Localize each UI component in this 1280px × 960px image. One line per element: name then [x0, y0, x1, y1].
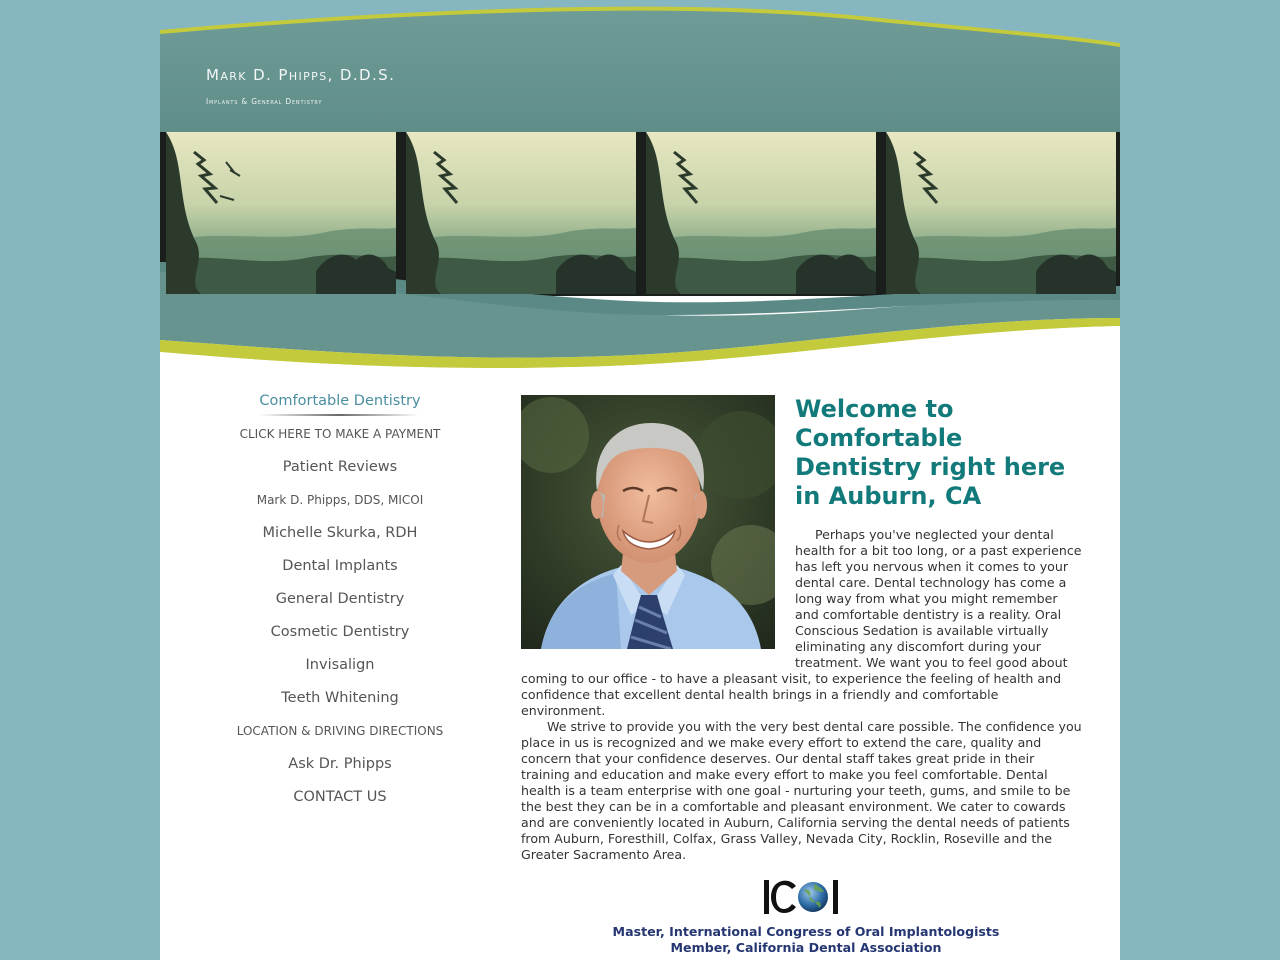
portrait-wrap-space: [521, 527, 795, 663]
credential-line: Master, International Congress of Oral Implantologists: [612, 924, 1000, 939]
welcome-heading: Welcome to Comfortable Dentistry right here in Auburn, CA: [795, 395, 1066, 510]
credential-line: Member, California Dental Association: [670, 940, 942, 955]
intro-paragraph: We strive to provide you with the very best dental care possible. The confidence you place in us is recognized and we make every effort to extend the care, quality and concern that your confidence deserves. Our dental staff takes great pride in their training and education and make every effort to make you feel comfortable. Dental health is a team enterprise with one goal - nurturing your teeth, gums, and smile to be the best they can be in a comfortable and pleasant environment. We cater to cowards and are conveniently located in Auburn, California serving the dental needs of patients from Auburn, Foresthill, Colfax, Grass Valley, Nevada City, Rocklin, Roseville and the Greater Sacramento Area.: [521, 719, 1082, 862]
banner-photo: [406, 132, 636, 294]
nav-link-comfortable-dentistry[interactable]: Comfortable Dentistry: [259, 393, 421, 409]
nav-link-teeth-whitening[interactable]: Teeth Whitening: [281, 690, 399, 706]
sidebar-nav: [200, 388, 480, 817]
intro-text: [521, 527, 1083, 863]
nav-link-dental-implants[interactable]: Dental Implants: [282, 558, 398, 574]
nav-divider: [259, 414, 419, 416]
nav-link-patient-reviews[interactable]: Patient Reviews: [282, 459, 398, 475]
nav-link-mark-phipps[interactable]: Mark D. Phipps, DDS, MICOI: [256, 493, 424, 507]
intro-paragraph: Perhaps you've neglected your dental health for a bit too long, or a past experience has left you nervous when it comes to your dental care. Dental technology has come a long way from what you might remember and comfortable dentistry is a reality. Oral Conscious Sedation is available virtually eliminating any discomfort during your treatment. We want you to feel good about coming to our office - to have a pleasant visit, to experience the feeling of health and confidence that excellent dental health brings in a friendly and comfortable environment.: [521, 527, 1082, 718]
nav-link-location-directions[interactable]: LOCATION & DRIVING DIRECTIONS: [236, 724, 444, 738]
site-title: Mark D. Phipps, D.D.S.: [206, 66, 396, 84]
page: [160, 0, 1120, 960]
site-tagline: Implants & General Dentistry: [206, 97, 323, 106]
banner-photo: [166, 132, 396, 294]
nav-link-contact-us[interactable]: CONTACT US: [293, 789, 387, 805]
nav-link-make-payment[interactable]: CLICK HERE TO MAKE A PAYMENT: [239, 427, 441, 441]
nav-link-general-dentistry[interactable]: General Dentistry: [275, 591, 405, 607]
icoi-logo: [762, 878, 842, 916]
site-header: [160, 0, 1120, 370]
nav-link-ask-dr-phipps[interactable]: Ask Dr. Phipps: [288, 756, 392, 772]
credentials: [521, 924, 1091, 956]
nav-link-invisalign[interactable]: Invisalign: [305, 657, 375, 673]
banner-photo: [646, 132, 876, 294]
nav-link-cosmetic-dentistry[interactable]: Cosmetic Dentistry: [270, 624, 410, 640]
banner-photo: [886, 132, 1116, 294]
nav-link-michelle-skurka[interactable]: Michelle Skurka, RDH: [262, 525, 418, 541]
